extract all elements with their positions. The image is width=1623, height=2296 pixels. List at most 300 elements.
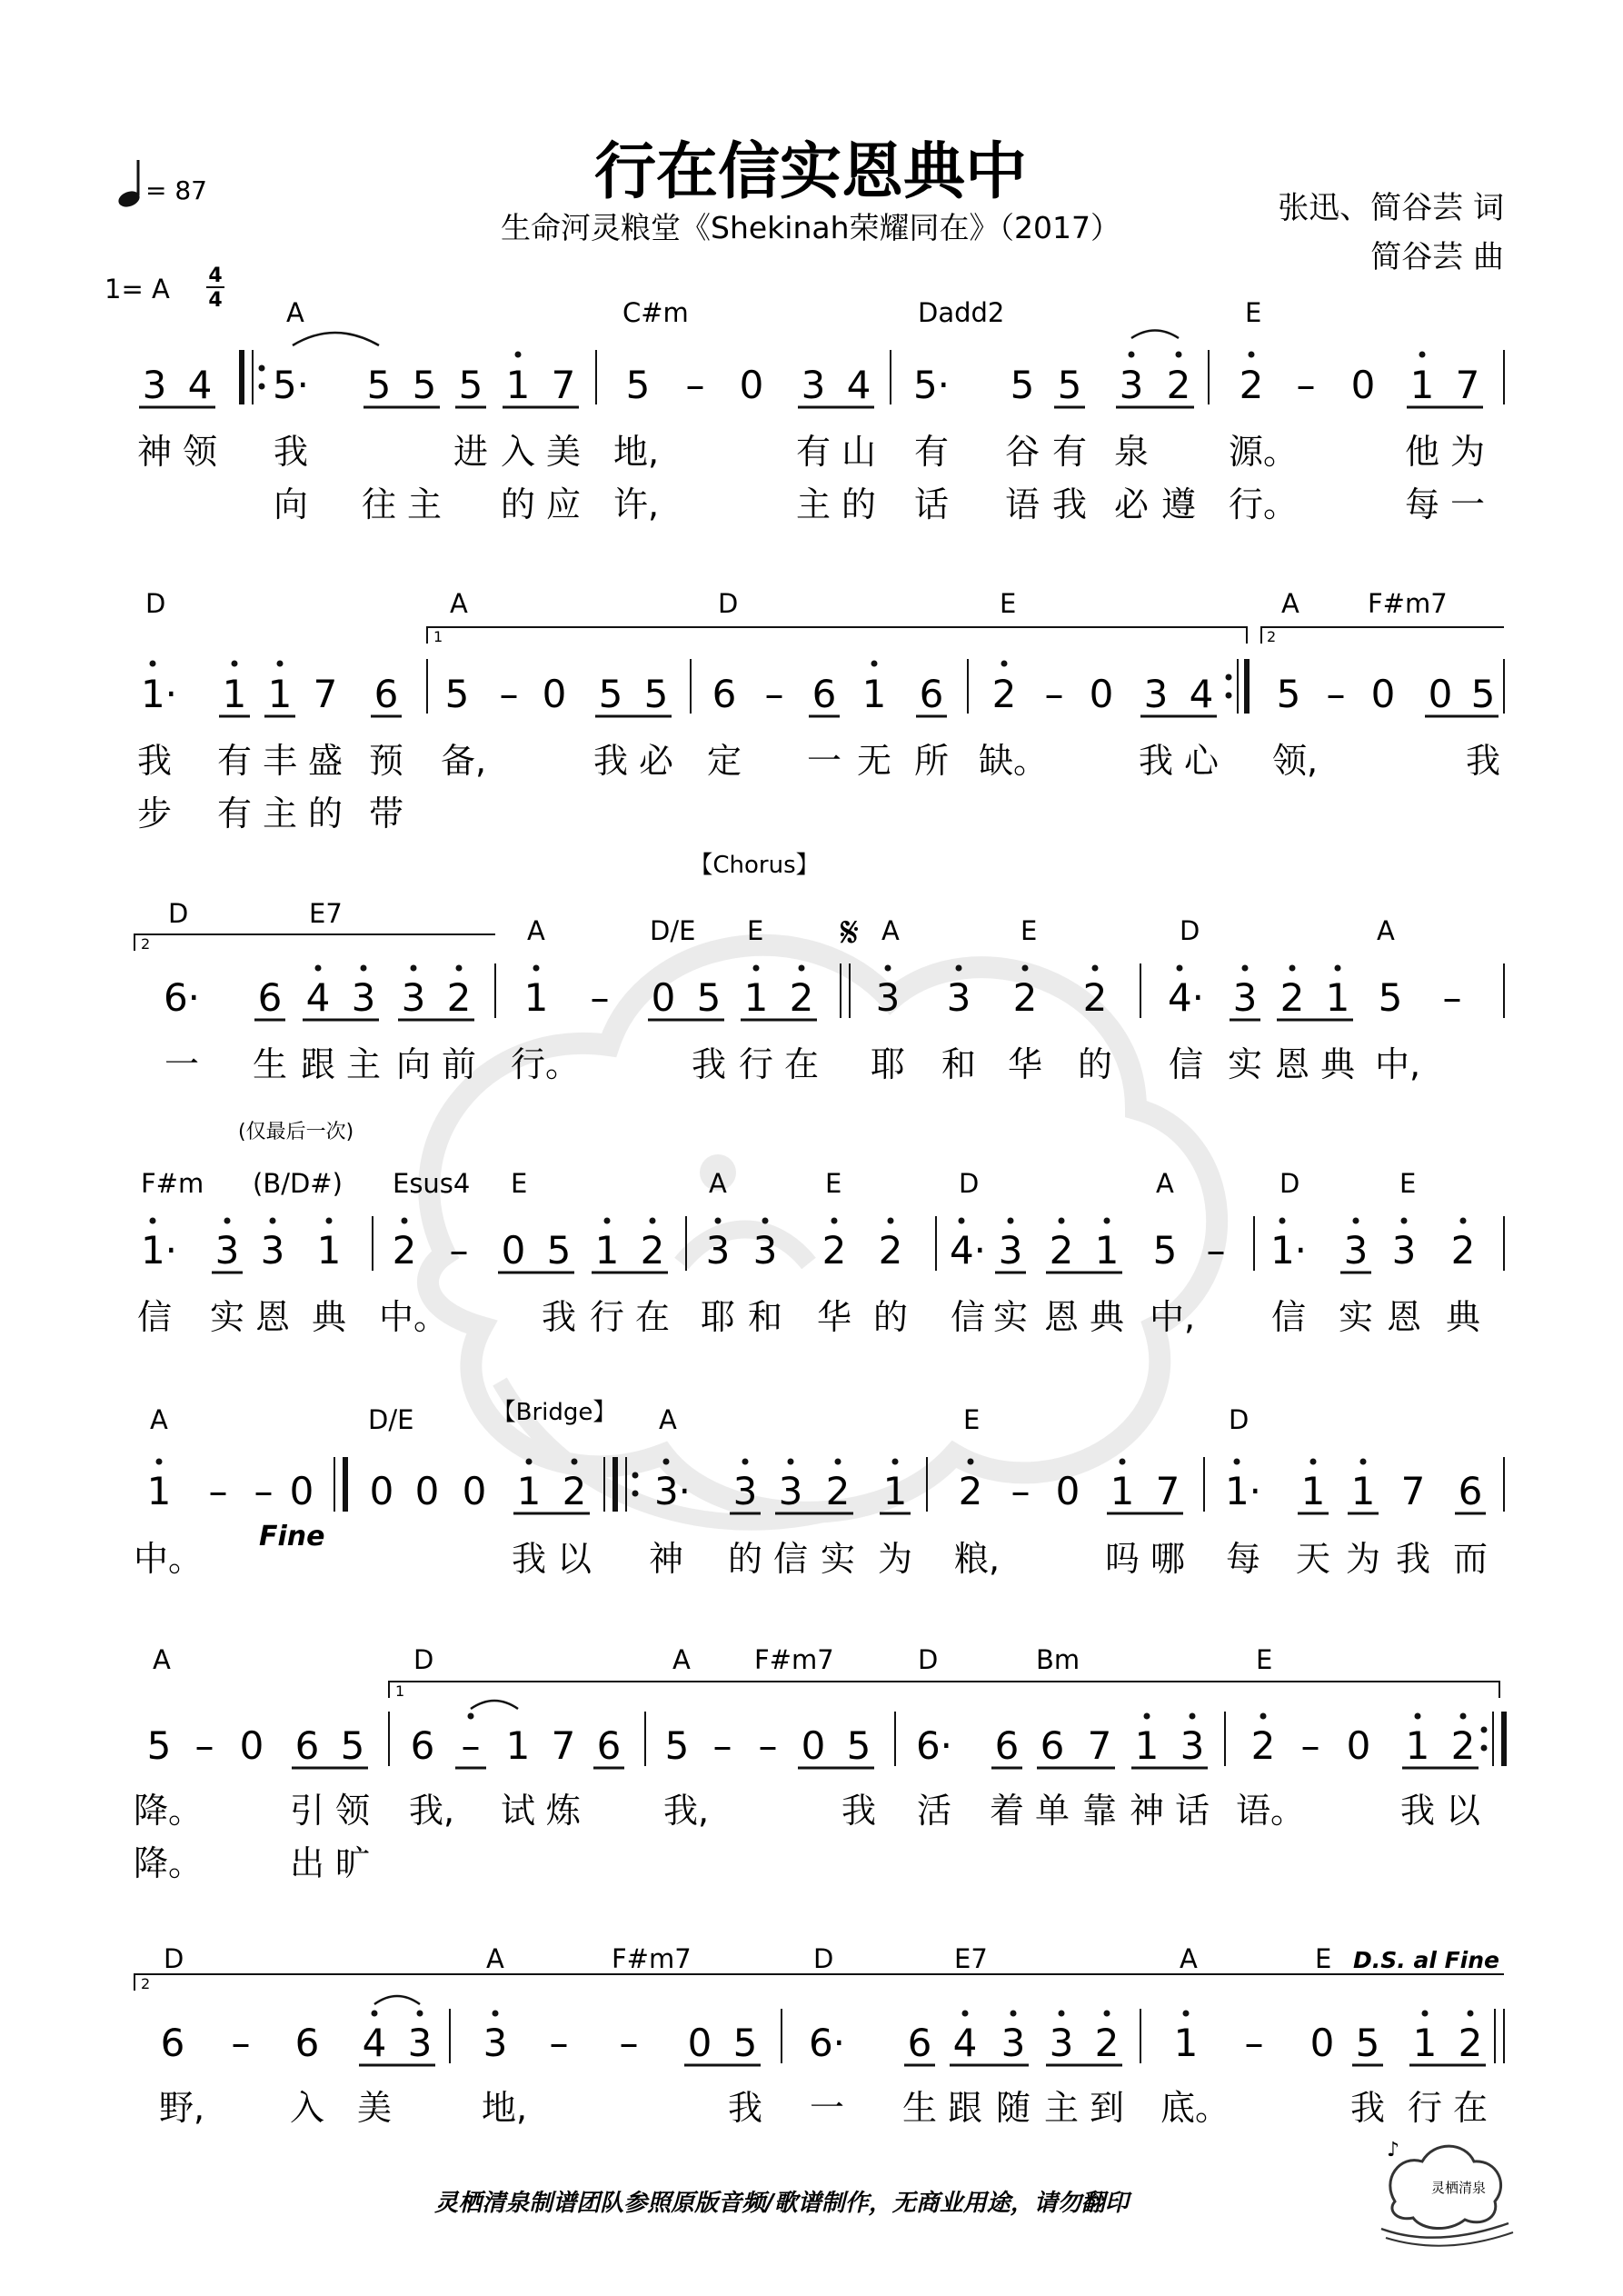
lyric: 往 — [361, 484, 397, 524]
chord: D — [1180, 915, 1200, 946]
note: 2 — [446, 975, 472, 1020]
lyric: 跟 — [947, 2088, 983, 2128]
note: 6 — [257, 975, 283, 1020]
chord: D/E — [650, 915, 696, 946]
chord-symbols — [286, 297, 1261, 328]
barlines — [334, 1457, 1504, 1512]
note: 1 — [743, 975, 769, 1020]
note: 3 — [1001, 2021, 1026, 2065]
lyric: 信 — [772, 1539, 809, 1579]
note: 1· — [140, 1228, 178, 1273]
chord: D — [959, 1168, 980, 1199]
note: 3 — [1343, 1228, 1369, 1273]
note: 3 — [875, 975, 901, 1020]
octave-dots — [150, 1218, 1467, 1224]
note: 3 — [998, 1228, 1023, 1273]
dot-mark — [1104, 1218, 1110, 1224]
lyric: 所 — [913, 741, 950, 781]
dot-mark — [888, 1218, 894, 1224]
note: 2 — [562, 1469, 587, 1513]
note: 3 — [732, 1469, 758, 1513]
note: 3 — [483, 2021, 508, 2065]
score-row-3 — [134, 852, 1504, 1084]
lyric: 心 — [1183, 741, 1220, 781]
note: 5 — [1276, 672, 1301, 716]
lyric: 领 — [334, 1791, 371, 1831]
lyric: 主 — [795, 484, 831, 524]
chord: F#m7 — [754, 1644, 834, 1675]
note: 4· — [949, 1228, 987, 1273]
note: – — [1442, 975, 1462, 1020]
dot-mark — [1401, 1218, 1408, 1224]
dot-mark — [1468, 2011, 1474, 2017]
lyrics-verse-2 — [274, 484, 1485, 524]
dot-mark — [1001, 661, 1008, 667]
lyric: 话 — [1174, 1791, 1210, 1831]
lyric: 我 — [841, 1791, 877, 1831]
lyrics-verse-2 — [137, 794, 403, 834]
chord: E — [1021, 915, 1038, 946]
dot-mark — [402, 1218, 408, 1224]
chord: E — [825, 1168, 842, 1199]
note: 5 — [625, 363, 651, 407]
octave-dots — [468, 1713, 1467, 1720]
lyric: 的 — [872, 1297, 909, 1337]
note: 5 — [1152, 1228, 1178, 1273]
note: 2 — [1094, 2021, 1120, 2065]
dot-mark — [156, 1459, 163, 1465]
note: 0 — [651, 975, 676, 1020]
note: 2 — [1239, 363, 1264, 407]
lyric: 主 — [406, 484, 443, 524]
lyric: 中, — [1374, 1044, 1421, 1084]
lyric: 典 — [311, 1297, 347, 1337]
lyric: 引 — [289, 1791, 325, 1831]
lyric: 的 — [1077, 1044, 1113, 1084]
lyric: 我 — [1395, 1539, 1431, 1579]
tempo-mark — [116, 160, 207, 210]
score-element — [1226, 674, 1232, 699]
note: 2 — [789, 975, 814, 1020]
note: 1 — [1350, 1469, 1376, 1513]
note: – — [231, 2021, 251, 2065]
lyric: 源。 — [1228, 432, 1299, 472]
note: 5 — [546, 1228, 572, 1273]
lyric: 备, — [440, 741, 487, 781]
lyric: 信 — [1168, 1044, 1204, 1084]
page-title: 行在信实恩典中 — [593, 136, 1028, 208]
dot-mark — [372, 2011, 378, 2017]
volta-bracket — [389, 1682, 1499, 1698]
chord: D — [918, 1644, 939, 1675]
lyric: 领 — [182, 432, 218, 472]
note: 7 — [551, 363, 576, 407]
tie — [374, 1996, 420, 2004]
note: 5 — [412, 363, 437, 407]
note: 1 — [1412, 2021, 1438, 2065]
dot-mark — [762, 1218, 769, 1224]
dot-mark — [1177, 965, 1183, 972]
note: 1· — [1224, 1469, 1262, 1513]
lyric: 我 — [1051, 484, 1088, 524]
note: 7 — [1455, 363, 1480, 407]
score-element — [632, 1472, 639, 1497]
dot-mark — [1104, 2011, 1110, 2017]
note: 6 — [1040, 1723, 1065, 1768]
chord: A — [527, 915, 545, 946]
octave-dots — [515, 352, 1426, 358]
lyric: 向 — [395, 1044, 432, 1084]
lyric: 美 — [356, 2088, 393, 2128]
note: 1· — [140, 672, 178, 716]
note: 6 — [294, 1723, 320, 1768]
lyric: 旷 — [334, 1843, 371, 1883]
chord: E7 — [954, 1943, 988, 1974]
chord: A — [659, 1404, 677, 1435]
annotation-last-time: (仅最后一次) — [238, 1121, 354, 1143]
note: 1 — [1405, 1723, 1430, 1768]
lyric: 行 — [1407, 2088, 1443, 2128]
lyric: 跟 — [300, 1044, 336, 1084]
chord: F#m7 — [1368, 588, 1448, 619]
barlines — [495, 963, 1504, 1018]
note: 1· — [1270, 1228, 1308, 1273]
lyric: 必 — [638, 741, 674, 781]
note: 2 — [1012, 975, 1038, 1020]
dot-mark — [361, 965, 367, 972]
note: 1 — [267, 672, 293, 716]
note: 5 — [598, 672, 623, 716]
octave-dots — [150, 661, 1008, 667]
dot-mark — [259, 384, 265, 390]
lyric: 遵 — [1160, 484, 1197, 524]
chord: D — [1229, 1404, 1250, 1435]
lyric: 典 — [1089, 1297, 1125, 1337]
tie — [293, 333, 379, 345]
lyric: 行 — [738, 1044, 774, 1084]
chord: C#m — [622, 297, 689, 328]
note: 0 — [739, 363, 764, 407]
lyric: 实 — [992, 1297, 1029, 1337]
lyric: 行 — [589, 1297, 625, 1337]
dot-mark — [315, 965, 322, 972]
ds-al-fine-mark: D.S. al Fine — [1353, 1947, 1499, 1973]
note: 1 — [1094, 1228, 1120, 1273]
note: 0 — [414, 1469, 440, 1513]
note: 1 — [505, 1723, 531, 1768]
note: 0 — [542, 672, 567, 716]
lyric: 耶 — [870, 1044, 906, 1084]
lyric: 我 — [691, 1044, 727, 1084]
chord: A — [881, 915, 900, 946]
time-signature-bottom: 4 — [208, 289, 223, 312]
note: 5 — [146, 1723, 172, 1768]
dot-mark — [526, 1459, 533, 1465]
lyric: 话 — [913, 484, 950, 524]
note: 3· — [653, 1469, 692, 1513]
note: 1 — [594, 1228, 620, 1273]
note: 5 — [664, 1723, 690, 1768]
lyric: 神 — [136, 432, 173, 472]
lyric: 主 — [345, 1044, 382, 1084]
note: 5 — [1010, 363, 1035, 407]
note: – — [449, 1228, 469, 1273]
lyric: 有 — [1051, 432, 1088, 472]
dot-mark — [1129, 352, 1135, 358]
lyric: 为 — [1345, 1539, 1381, 1579]
note: 3 — [214, 1228, 240, 1273]
dot-mark — [277, 661, 284, 667]
lyric: 地, — [612, 432, 660, 472]
note: 6 — [907, 2021, 932, 2065]
note: – — [254, 1469, 274, 1513]
note: 0 — [1346, 1723, 1371, 1768]
note: – — [1300, 1723, 1320, 1768]
lyric: 实 — [1227, 1044, 1263, 1084]
notes — [164, 975, 1462, 1020]
note: 0 — [289, 1469, 314, 1513]
lyric: 无 — [856, 741, 892, 781]
dot-mark — [968, 1459, 974, 1465]
lyric: 语。 — [1235, 1791, 1306, 1831]
note: 1 — [1409, 363, 1435, 407]
note: 1 — [523, 975, 549, 1020]
note: 3 — [1143, 672, 1169, 716]
note: 5· — [912, 363, 951, 407]
lyric: 吗 — [1104, 1539, 1140, 1579]
note: 2 — [825, 1469, 851, 1513]
dot-mark — [892, 1459, 899, 1465]
note: 1 — [146, 1469, 172, 1513]
chord-symbols — [164, 1943, 1331, 1974]
lyric: 必 — [1113, 484, 1150, 524]
note: 4· — [1167, 975, 1205, 1020]
note: – — [549, 2021, 569, 2065]
lyric: 步 — [136, 794, 173, 834]
note: 2 — [1450, 1228, 1476, 1273]
dot-mark — [1481, 1727, 1488, 1733]
note: 5 — [846, 1723, 871, 1768]
volta-number: 1 — [433, 628, 443, 645]
lyric: 应 — [545, 484, 582, 524]
lyric: 我 — [727, 2088, 763, 2128]
note: 5 — [732, 2021, 758, 2065]
bracket-mark — [1261, 627, 1504, 644]
dot-mark — [1190, 1713, 1196, 1720]
dot-mark — [753, 965, 760, 972]
note: 5 — [340, 1723, 365, 1768]
chord-symbols — [145, 588, 1448, 619]
note: 6 — [160, 2021, 185, 2065]
dot-mark — [270, 1218, 276, 1224]
dot-mark — [1260, 1713, 1267, 1720]
footer-credit: 灵栖清泉制谱团队参照原版音频/歌谱制作，无商业用途，请勿翻印 — [434, 2190, 1129, 2217]
lyric: 我 — [1399, 1791, 1436, 1831]
footer-logo-icon — [1381, 2139, 1513, 2246]
chord: E — [511, 1168, 528, 1199]
lyric: 为 — [1449, 432, 1486, 472]
note: 4 — [846, 363, 871, 407]
note: 5 — [458, 363, 483, 407]
note: 1 — [882, 1469, 908, 1513]
chord: A — [1156, 1168, 1174, 1199]
note: 2 — [1250, 1723, 1276, 1768]
lyric: 山 — [841, 432, 877, 472]
lyric: 神 — [1129, 1791, 1165, 1831]
lyric: 典 — [1445, 1297, 1481, 1337]
note: 2 — [1450, 1723, 1476, 1768]
dot-mark — [1226, 674, 1232, 681]
note: – — [194, 1723, 214, 1768]
lyric: 定 — [706, 741, 742, 781]
note: 6 — [812, 672, 837, 716]
dot-mark — [632, 1491, 639, 1497]
dot-mark — [1289, 965, 1296, 972]
dot-mark — [411, 965, 417, 972]
dot-mark — [232, 661, 238, 667]
note: – — [208, 1469, 228, 1513]
lyric: 我 — [136, 741, 173, 781]
note: – — [1244, 2021, 1264, 2065]
note: 4 — [362, 2021, 387, 2065]
chord: A — [486, 1943, 504, 1974]
key-signature: 1= A — [105, 274, 170, 304]
lyric: 在 — [634, 1297, 671, 1337]
lyric: 生 — [901, 2088, 938, 2128]
lyrics-verse-1 — [137, 741, 1500, 781]
dot-mark — [1059, 1218, 1065, 1224]
note: 3 — [1049, 2021, 1074, 2065]
chord: D/E — [368, 1404, 414, 1435]
lyric: 天 — [1295, 1539, 1331, 1579]
lyric: 在 — [1452, 2088, 1489, 2128]
lyric: 的 — [500, 484, 536, 524]
note: – — [1326, 672, 1346, 716]
lyric: 缺。 — [978, 741, 1049, 781]
chord: E — [963, 1404, 981, 1435]
lyric: 典 — [1319, 1044, 1356, 1084]
note: – — [1044, 672, 1064, 716]
lyric: 神 — [648, 1539, 684, 1579]
volta-bracket — [134, 1974, 1504, 1991]
tie — [1131, 331, 1179, 339]
lyric: 带 — [368, 794, 404, 834]
note: 0 — [687, 2021, 712, 2065]
notes — [147, 1723, 1476, 1768]
dot-mark — [604, 1218, 611, 1224]
note: 1 — [1325, 975, 1350, 1020]
lyrics-verse-1 — [134, 1539, 1488, 1579]
lyric: 粮, — [953, 1539, 1001, 1579]
volta-number: 2 — [1267, 628, 1277, 645]
dot-mark — [1460, 1713, 1467, 1720]
note: 0 — [1089, 672, 1114, 716]
dot-mark — [1415, 1713, 1421, 1720]
dot-mark — [1226, 693, 1232, 699]
lyric: 以 — [556, 1539, 592, 1579]
lyric: 的 — [841, 484, 877, 524]
dot-mark — [468, 1713, 474, 1720]
chord: D — [145, 588, 166, 619]
dot-mark — [1335, 965, 1341, 972]
note: 0 — [369, 1469, 394, 1513]
note: 5 — [643, 672, 669, 716]
note: 7 — [1155, 1469, 1180, 1513]
note: – — [499, 672, 519, 716]
note: 1 — [516, 1469, 542, 1513]
chord-symbols — [168, 898, 1395, 946]
lyric: 行。 — [1228, 484, 1299, 524]
lyric: 有 — [216, 794, 253, 834]
score-row-7 — [134, 1943, 1504, 2128]
dot-mark — [1481, 1745, 1488, 1752]
notes — [161, 2021, 1483, 2065]
lyric: 地, — [481, 2088, 528, 2128]
lyrics-verse-1 — [137, 432, 1485, 472]
lyric: 出 — [289, 1843, 325, 1883]
lyric: 主 — [1043, 2088, 1080, 2128]
chord: D — [164, 1943, 184, 1974]
dot-mark — [632, 1472, 639, 1479]
note: 1 — [1110, 1469, 1135, 1513]
note: 1 — [316, 1228, 342, 1273]
notes — [141, 1228, 1475, 1273]
segno-icon: 𝄋 — [840, 907, 860, 958]
note: 2 — [878, 1228, 903, 1273]
lyric: 我 — [1349, 2088, 1386, 2128]
note: 1 — [1134, 1723, 1160, 1768]
note: 3 — [407, 2021, 433, 2065]
lyric: 恩 — [254, 1297, 291, 1337]
lyric: 入 — [500, 432, 536, 472]
lyric: 有 — [216, 741, 253, 781]
lyric: 和 — [747, 1297, 783, 1337]
note: 6 — [373, 672, 399, 716]
dot-mark — [871, 661, 878, 667]
dot-mark — [456, 965, 463, 972]
lyric: 我 — [273, 432, 309, 472]
lyrics-verse-1 — [134, 1791, 1482, 1831]
dot-mark — [1234, 1459, 1240, 1465]
note: 7 — [1087, 1723, 1112, 1768]
lyric: 一 — [1449, 484, 1486, 524]
note: 0 — [1055, 1469, 1080, 1513]
lyric: 语 — [1004, 484, 1041, 524]
lyric: 入 — [289, 2088, 325, 2128]
lyric: 中。 — [378, 1297, 449, 1337]
chord: D — [813, 1943, 834, 1974]
score-element — [1481, 1727, 1488, 1752]
chord: E — [747, 915, 764, 946]
chord: D — [1279, 1168, 1300, 1199]
chord: E — [1256, 1644, 1273, 1675]
notes — [141, 672, 1495, 716]
lyric: 以 — [1445, 1791, 1481, 1831]
tempo-text: = 87 — [145, 175, 207, 205]
note: – — [764, 672, 784, 716]
dot-mark — [959, 1218, 965, 1224]
lyric: 底。 — [1160, 2088, 1230, 2128]
lyrics-verse-2 — [134, 1843, 370, 1883]
note: 5 — [1378, 975, 1403, 1020]
page-subtitle: 生命河灵粮堂《Shekinah荣耀同在》（2017） — [501, 210, 1120, 245]
note: 1 — [505, 363, 531, 407]
score-row-1 — [137, 297, 1504, 524]
dot-mark — [150, 1218, 156, 1224]
lyric: 降。 — [133, 1791, 204, 1831]
note: 2 — [1166, 363, 1191, 407]
lyric: 许, — [612, 484, 660, 524]
